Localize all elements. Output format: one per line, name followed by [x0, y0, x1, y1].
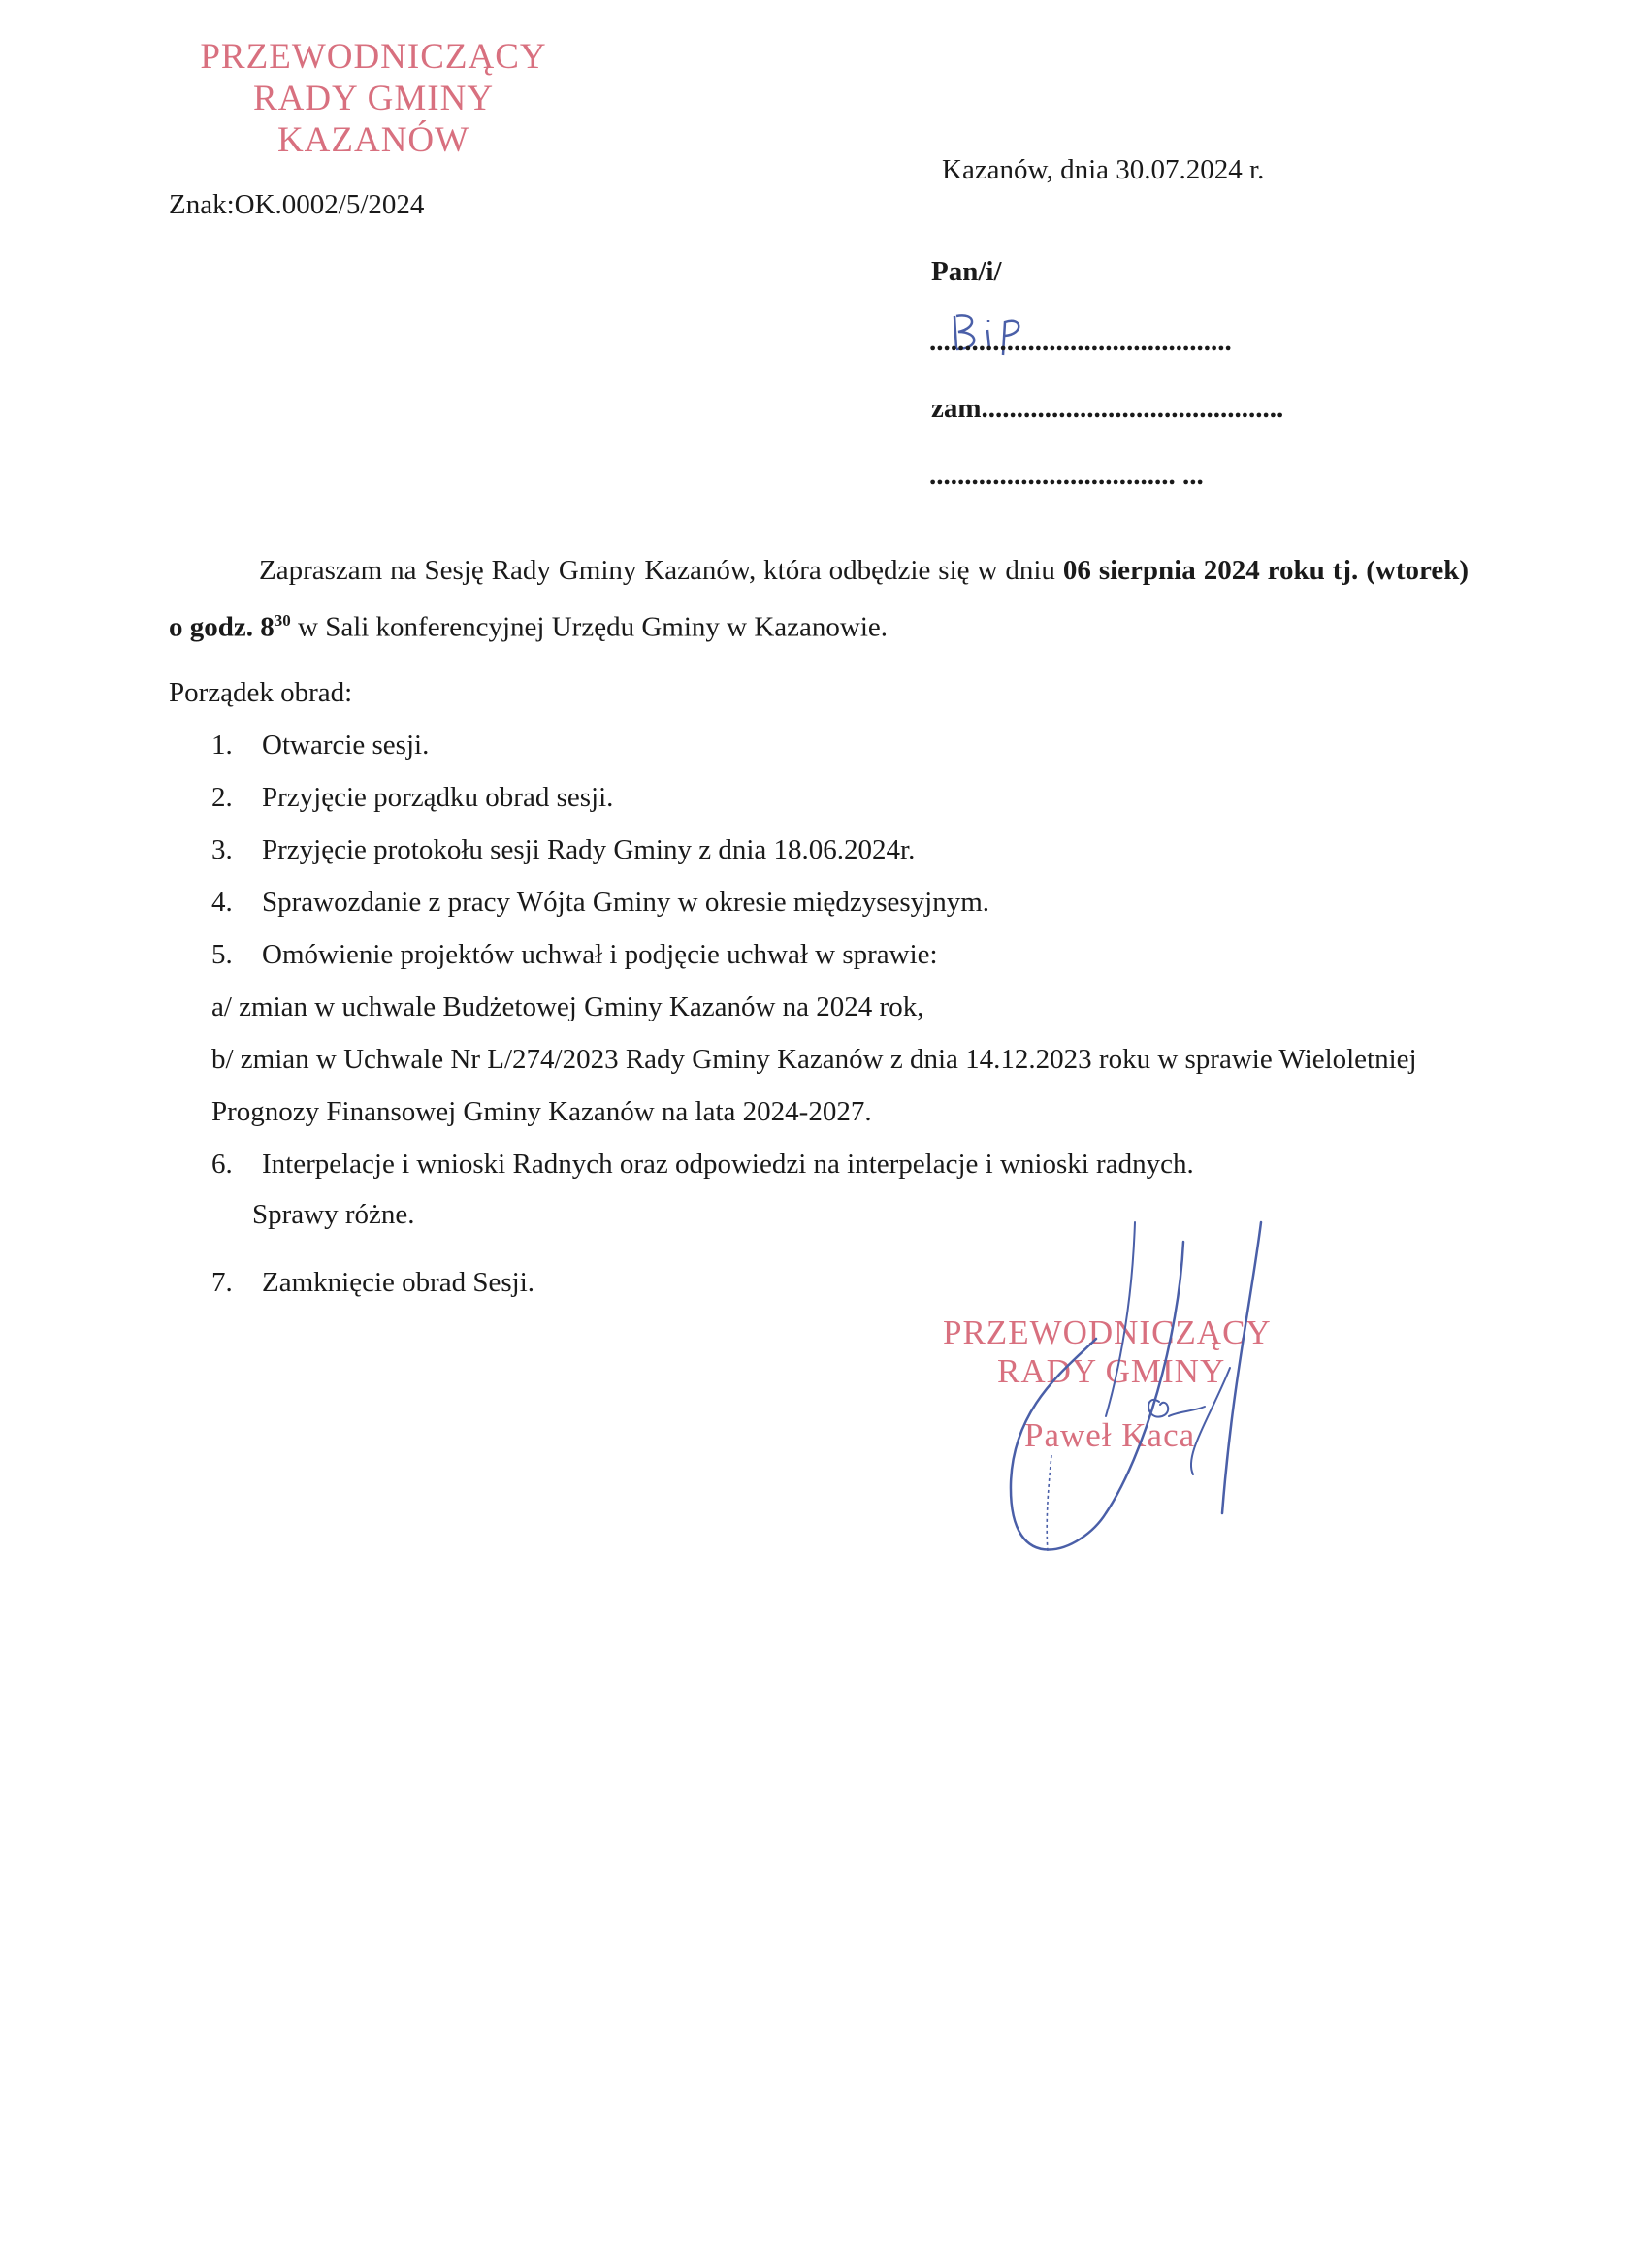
intro-time-sup: 30 [274, 611, 291, 630]
address-line3 [929, 458, 1204, 493]
header-stamp [199, 36, 548, 161]
agenda-item-6: 6. Interpelacje i wnioski Radnych oraz odpowiedzi na interpelacje i wnioski radnych. [211, 1149, 1194, 1180]
agenda-sub-b-line1: b/ zmian w Uchwale Nr L/274/2023 Rady Gminy Kazanów z dnia 14.12.2023 roku w sprawie Wieloletniej [211, 1044, 1417, 1075]
header-stamp-line1: PRZEWODNICZĄCY [200, 37, 547, 77]
zam-dots: ........................................... [981, 393, 1284, 424]
intro-text-1: Zapraszam na Sesję Rady Gminy Kazanów, która odbędzie się w dniu [259, 555, 1063, 586]
agenda-sprawy: Sprawy różne. [252, 1199, 415, 1230]
salutation: Pan/i/ [931, 256, 1002, 287]
intro-text-2: w Sali konferencyjnej Urzędu Gminy w Kazanowie. [290, 611, 888, 643]
agenda-item-1: 1. Otwarcie sesji. [211, 729, 430, 761]
zam-line [931, 391, 1283, 426]
name-dots: ........................................... [929, 326, 1232, 357]
address-line3-dots: ................................... [929, 460, 1176, 491]
agenda-title: Porządek obrad: [169, 677, 353, 708]
signature-stamp-line3: Paweł Kaca [1024, 1416, 1196, 1454]
agenda-item-3: 3. Przyjęcie protokołu sesji Rady Gminy z dnia 18.06.2024r. [211, 834, 916, 865]
header-stamp-line2: RADY GMINY [252, 79, 495, 118]
header-stamp-line3: KAZANÓW [276, 120, 470, 160]
signature-stamp-line2: RADY GMINY [997, 1352, 1226, 1390]
zam-label: zam [931, 393, 982, 424]
reference-number: Znak:OK.0002/5/2024 [169, 189, 425, 220]
agenda-sub-b-line2: Prognozy Finansowej Gminy Kazanów na lata 2024-2027. [211, 1096, 872, 1127]
signature-icon [989, 1222, 1280, 1562]
agenda-item-7: 7. Zamknięcie obrad Sesji. [211, 1267, 535, 1298]
agenda-item-2: 2. Przyjęcie porządku obrad sesji. [211, 782, 614, 813]
agenda-sub-a: a/ zmian w uchwale Budżetowej Gminy Kazanów na 2024 rok, [211, 991, 924, 1022]
agenda-item-4: 4. Sprawozdanie z pracy Wójta Gminy w okresie międzysesyjnym. [211, 887, 990, 918]
agenda-item-5: 5. Omówienie projektów uchwał i podjęcie uchwał w sprawie: [211, 939, 938, 970]
invitation-paragraph [169, 545, 1469, 653]
address-line3-end: ... [1182, 460, 1204, 491]
place-date: Kazanów, dnia 30.07.2024 r. [942, 154, 1265, 185]
intro-bold-date: 06 sierpnia 2024 roku tj. (wtorek) o godz. 8 [169, 555, 1469, 643]
signature-stamp-line1: PRZEWODNICZĄCY [943, 1313, 1272, 1351]
